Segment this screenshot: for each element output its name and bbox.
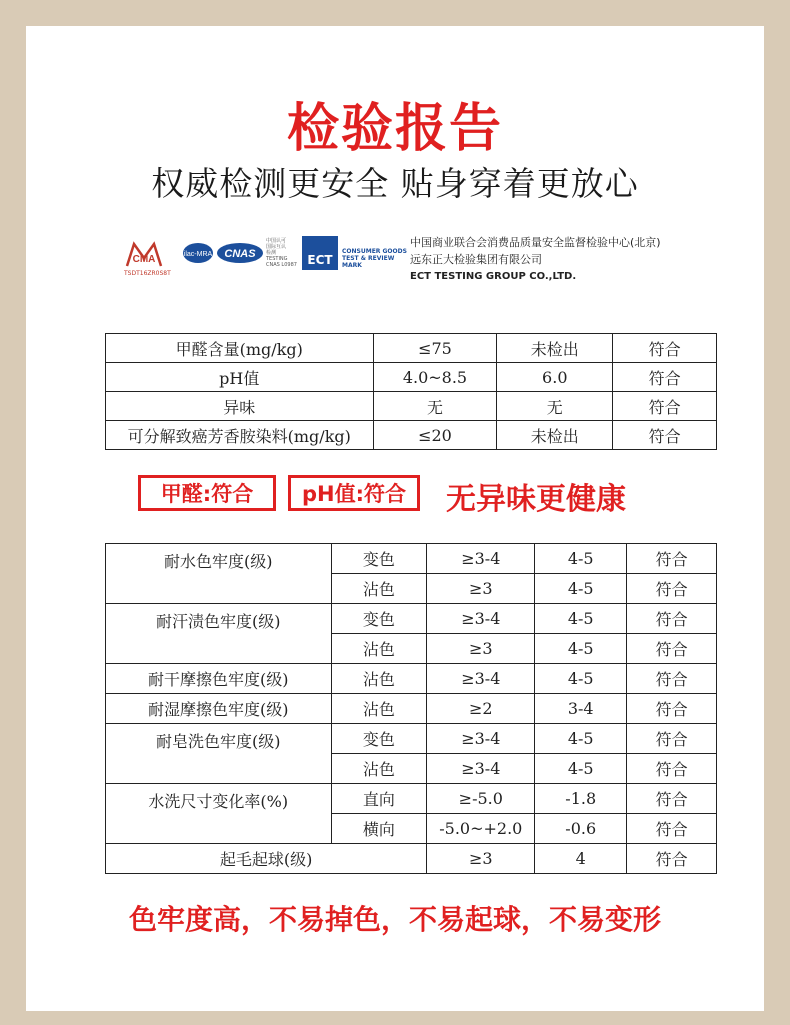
cnas-mark-icon: [216, 242, 264, 264]
test-aspect: 变色: [331, 724, 427, 754]
test-standard: ≤75: [373, 334, 497, 363]
test-verdict: 符合: [613, 421, 717, 450]
org-name-2: 远东正大检验集团有限公司: [410, 253, 542, 266]
test-item: 异味: [106, 392, 374, 421]
test-item: 耐干摩擦色牢度(级): [106, 664, 332, 694]
report-title: 检验报告: [286, 99, 503, 159]
cma-mark-icon: [124, 240, 164, 270]
test-result: 无: [497, 392, 613, 421]
test-result: 4: [535, 844, 627, 874]
report-subtitle: 权威检测更安全 贴身穿着更放心: [151, 164, 639, 203]
test-verdict: 符合: [627, 574, 717, 604]
test-standard: ≥3-4: [427, 724, 535, 754]
cma-logo: [124, 240, 171, 277]
test-result: 4-5: [535, 604, 627, 634]
table-row: [106, 724, 717, 754]
cnas-side-text: [266, 238, 306, 268]
test-aspect: 沾色: [331, 634, 427, 664]
test-standard: ≥3-4: [427, 604, 535, 634]
test-item: 耐水色牢度(级): [106, 544, 332, 604]
test-aspect: 横向: [331, 814, 427, 844]
test-item: 可分解致癌芳香胺染料(mg/kg): [106, 421, 374, 450]
test-verdict: 符合: [627, 814, 717, 844]
test-aspect: 变色: [331, 544, 427, 574]
cnas-side-line: CNAS L0987: [266, 262, 297, 268]
report-page: [26, 26, 764, 1011]
test-result: 4-5: [535, 724, 627, 754]
test-standard: ≥3: [427, 634, 535, 664]
test-item: 甲醛含量(mg/kg): [106, 334, 374, 363]
test-item: 水洗尺寸变化率(%): [106, 784, 332, 844]
cnas-side-line: 中国认可: [266, 238, 287, 244]
test-result: 4-5: [535, 574, 627, 604]
test-item: 耐汗渍色牢度(级): [106, 604, 332, 664]
test-result: 4-5: [535, 754, 627, 784]
test-verdict: 符合: [627, 544, 717, 574]
cma-text: CMA: [132, 254, 156, 265]
test-standard: 4.0~8.5: [373, 363, 497, 392]
test-standard: ≥2: [427, 694, 535, 724]
test-standard: ≥3-4: [427, 664, 535, 694]
test-verdict: 符合: [627, 724, 717, 754]
test-item: 耐皂洗色牢度(级): [106, 724, 332, 784]
test-verdict: 符合: [627, 694, 717, 724]
cnas-side-line: 检测: [266, 250, 277, 256]
test-verdict: 符合: [627, 784, 717, 814]
ect-side-line: MARK: [342, 262, 362, 269]
table-row: [106, 664, 717, 694]
test-aspect: 变色: [331, 604, 427, 634]
colorfastness-table: [105, 543, 717, 874]
test-standard: ≥3-4: [427, 544, 535, 574]
test-item: 耐湿摩擦色牢度(级): [106, 694, 332, 724]
cnas-side-line: 国际互认: [266, 244, 287, 250]
table-row: [106, 844, 717, 874]
org-name-1: 中国商业联合会消费品质量安全监督检验中心(北京): [410, 236, 661, 249]
test-verdict: 符合: [627, 844, 717, 874]
org-name-en: ECT TESTING GROUP CO.,LTD.: [410, 271, 577, 282]
test-aspect: 沾色: [331, 574, 427, 604]
test-standard: ≥-5.0: [427, 784, 535, 814]
formaldehyde-pass-tag: 甲醛:符合: [138, 475, 276, 511]
test-standard: ≤20: [373, 421, 497, 450]
table-row: [106, 392, 717, 421]
test-standard: -5.0~+2.0: [427, 814, 535, 844]
test-aspect: 直向: [331, 784, 427, 814]
test-standard: ≥3-4: [427, 754, 535, 784]
odor-slogan: 无异味更健康: [446, 482, 626, 517]
test-aspect: 沾色: [331, 664, 427, 694]
ilac-mark-icon: [182, 242, 214, 264]
highlight-tags: [26, 470, 764, 518]
ilac-logo: [182, 242, 214, 264]
test-result: -0.6: [535, 814, 627, 844]
test-aspect: 沾色: [331, 694, 427, 724]
cnas-side-line: TESTING: [266, 256, 288, 262]
ilac-text: ilac-MRA: [183, 251, 213, 258]
table-row: [106, 784, 717, 814]
test-verdict: 符合: [627, 634, 717, 664]
test-result: 4-5: [535, 544, 627, 574]
test-verdict: 符合: [627, 754, 717, 784]
test-aspect: 沾色: [331, 754, 427, 784]
testing-organization: [410, 234, 661, 285]
test-item: pH值: [106, 363, 374, 392]
ph-pass-tag: pH值:符合: [288, 475, 420, 511]
test-standard: ≥3: [427, 574, 535, 604]
table-row: [106, 363, 717, 392]
test-item: 起毛起球(级): [106, 844, 427, 874]
test-standard: ≥3: [427, 844, 535, 874]
table-row: [106, 544, 717, 574]
test-standard: 无: [373, 392, 497, 421]
test-result: -1.8: [535, 784, 627, 814]
test-verdict: 符合: [627, 604, 717, 634]
test-verdict: 符合: [613, 392, 717, 421]
test-result: 未检出: [497, 421, 613, 450]
test-result: 未检出: [497, 334, 613, 363]
table-row: [106, 421, 717, 450]
test-verdict: 符合: [613, 363, 717, 392]
table-row: [106, 604, 717, 634]
safety-test-table: [105, 333, 717, 450]
test-result: 6.0: [497, 363, 613, 392]
ect-side-line: CONSUMER GOODS: [342, 248, 407, 255]
cnas-text: CNAS: [224, 248, 256, 260]
test-verdict: 符合: [613, 334, 717, 363]
table-row: [106, 694, 717, 724]
cma-number: TSDT16ZR0S8T: [124, 270, 171, 277]
ect-side-text: [342, 248, 414, 269]
cnas-logo: [216, 242, 264, 264]
test-result: 3-4: [535, 694, 627, 724]
test-verdict: 符合: [627, 664, 717, 694]
certification-logos: [26, 234, 764, 294]
ect-logo: ECT: [302, 236, 338, 270]
table-row: [106, 334, 717, 363]
test-result: 4-5: [535, 634, 627, 664]
footer-slogan: 色牢度高，不易掉色，不易起球，不易变形: [128, 903, 661, 936]
test-result: 4-5: [535, 664, 627, 694]
ect-side-line: TEST & REVIEW: [342, 255, 395, 262]
